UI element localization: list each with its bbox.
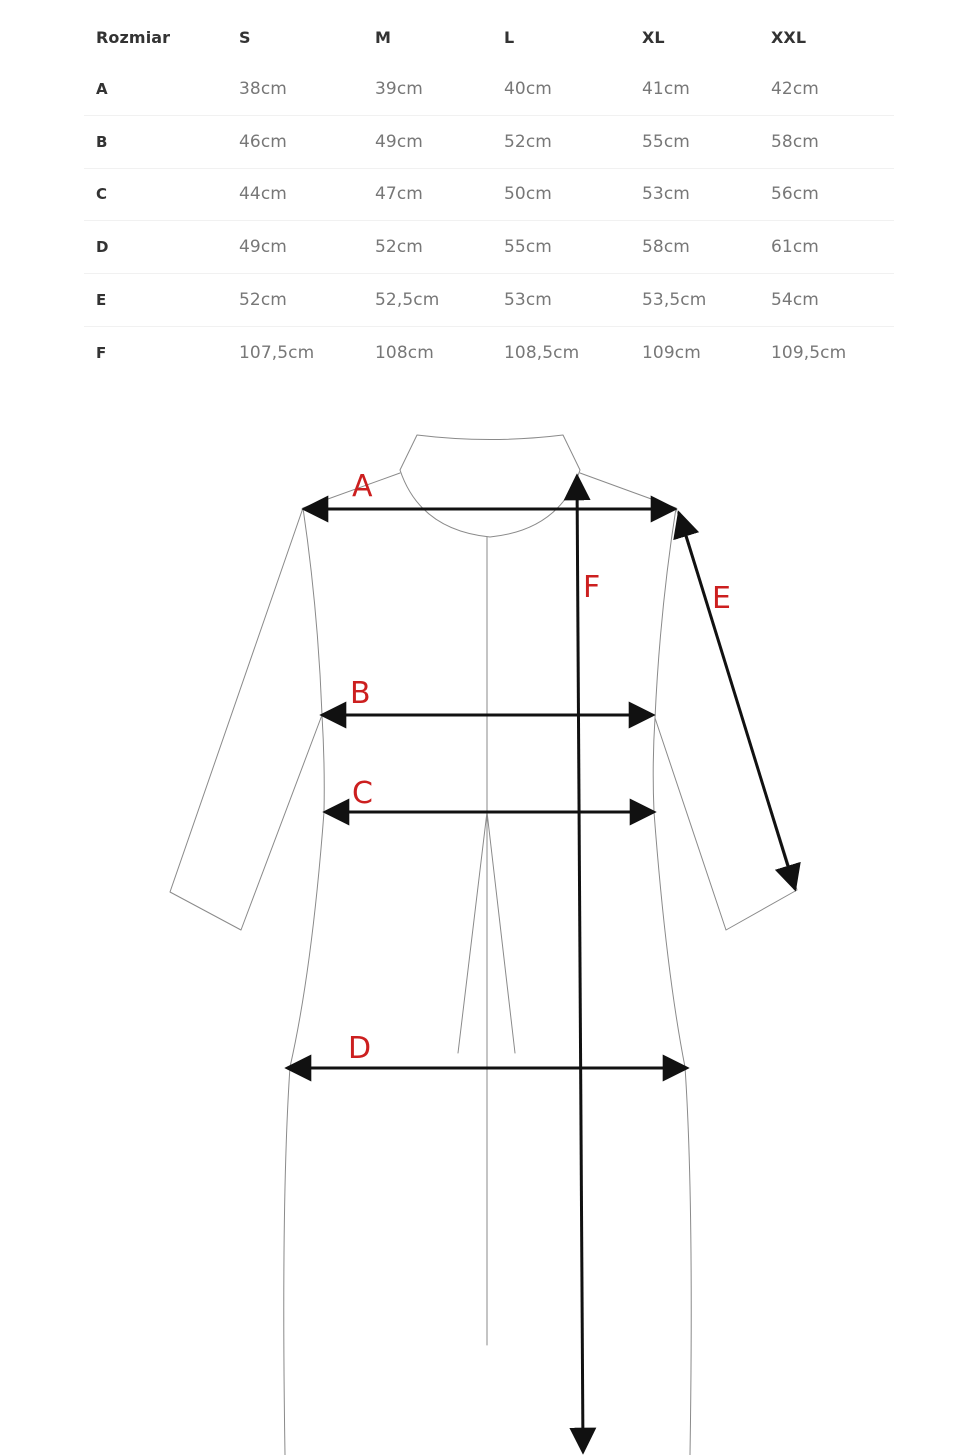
row-label: F [96,343,107,362]
collar-outline [400,435,580,537]
measurement-label-f: F [583,570,601,605]
table-cell: 53cm [642,184,690,205]
header-cell-size: Rozmiar [96,28,171,47]
table-cell: 56cm [771,184,819,205]
measurement-arrows [287,476,795,1452]
measurement-f-arrow [577,476,583,1452]
left-body-side [284,508,324,1455]
table-cell: 38cm [239,78,287,99]
measurement-label-b: B [350,676,371,711]
table-cell: 61cm [771,237,819,258]
right-shoulder-line [580,473,676,508]
row-label: C [96,185,108,204]
table-cell: 54cm [771,290,819,311]
table-cell: 39cm [375,78,423,99]
table-cell: 58cm [642,237,690,258]
table-cell: 42cm [771,78,819,99]
table-cell: 58cm [771,131,819,152]
row-label: A [96,79,108,98]
table-cell: 50cm [504,184,552,205]
measurement-e-arrow [679,513,795,889]
measurement-label-e: E [712,581,731,616]
table-cell: 46cm [239,131,287,152]
table-cell: 47cm [375,184,423,205]
table-cell: 53cm [504,290,552,311]
row-label: E [96,291,107,310]
table-cell: 55cm [642,131,690,152]
table-cell: 49cm [239,237,287,258]
table-cell: 52cm [239,290,287,311]
table-cell: 52cm [504,131,552,152]
table-cell: 40cm [504,78,552,99]
header-cell-xl: XL [642,28,665,47]
table-cell: 49cm [375,131,423,152]
measurement-label-a: A [352,469,373,504]
table-cell: 44cm [239,184,287,205]
header-cell-xxl: XXL [771,28,807,47]
table-cell: 52cm [375,237,423,258]
table-cell: 108,5cm [504,342,580,363]
right-sleeve-outline [655,508,797,930]
row-label: B [96,132,108,151]
table-cell: 55cm [504,237,552,258]
table-cell: 109,5cm [771,342,847,363]
row-label: D [96,238,109,257]
table-cell: 41cm [642,78,690,99]
measurement-label-c: C [352,776,373,811]
left-sleeve-outline [170,508,322,930]
table-cell: 53,5cm [642,290,707,311]
header-cell-m: M [375,28,392,47]
measurement-label-d: D [348,1031,372,1066]
table-cell: 109cm [642,342,701,363]
table-cell: 52,5cm [375,290,440,311]
table-cell: 108cm [375,342,434,363]
right-body-side [653,508,691,1455]
measurement-labels [348,469,731,1066]
header-cell-s: S [239,28,251,47]
table-cell: 107,5cm [239,342,315,363]
header-cell-l: L [504,28,515,47]
